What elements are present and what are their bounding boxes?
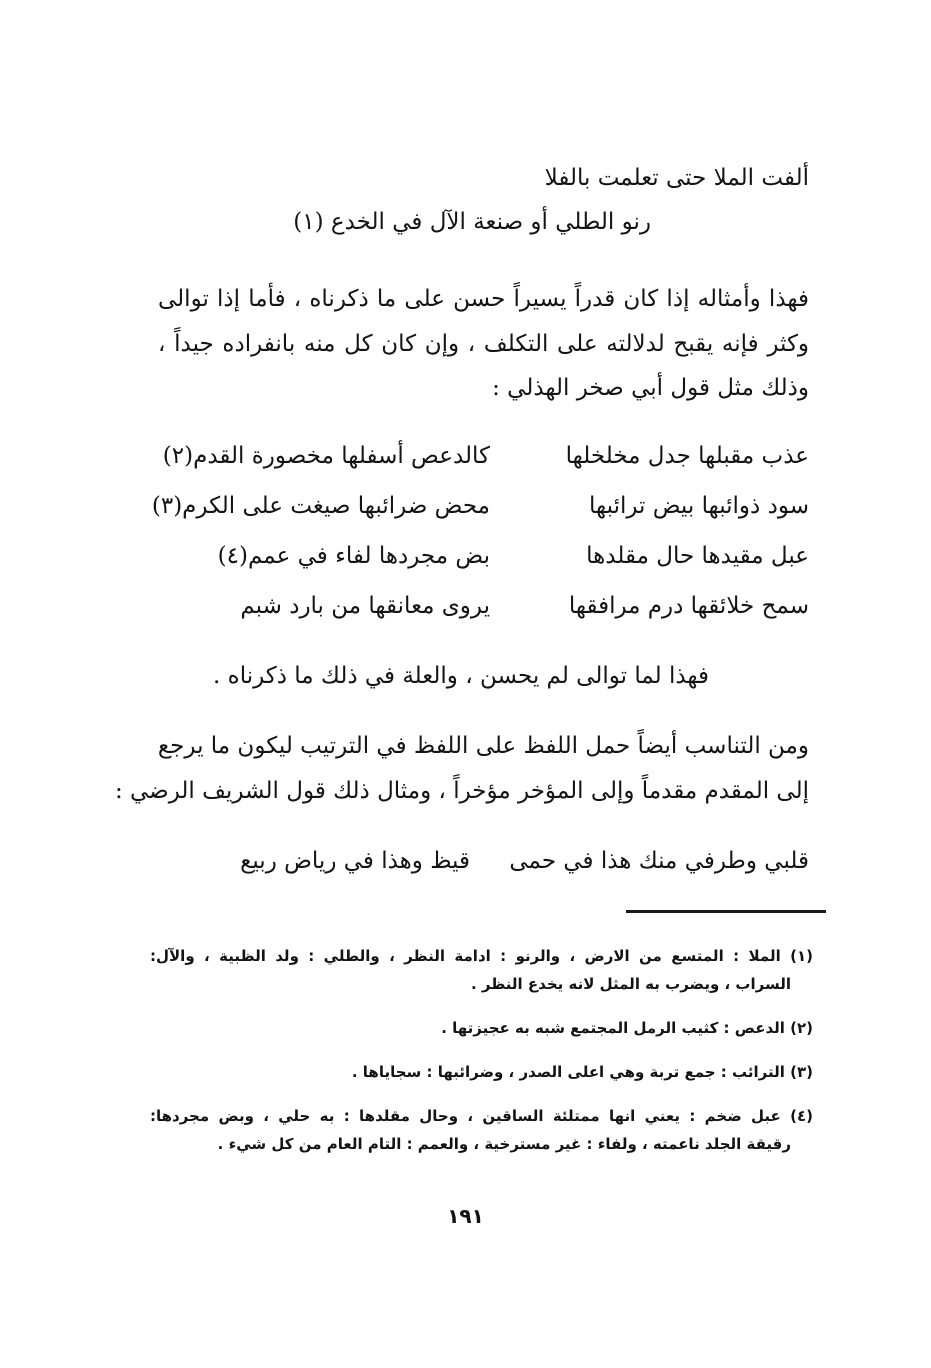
- poem-line1-right: عذب مقبلها جدل مخلخلها: [565, 443, 809, 469]
- verse1-line1: ألفت الملا حتى تعلمت بالفلا: [544, 165, 809, 191]
- poem-line2-left: محض ضرائبها صيغت على الكرم(٣): [151, 493, 490, 519]
- footnote-1-line1: (١) الملا : المتسع من الارض ، والرنو : ادامة النظر ، والطلي : ولد الظبية ، والآل:: [150, 947, 813, 965]
- paragraph1-line1: فهذا وأمثاله إذا كان قدراً يسيراً حسن على ما ذكرناه ، فأما إذا توالى: [158, 286, 809, 312]
- poem-line3-left: بض مجردها لفاء في عمم(٤): [217, 543, 490, 569]
- paragraph3-line1: ومن التناسب أيضاً حمل اللفظ على اللفظ في الترتيب ليكون ما يرجع: [157, 733, 809, 759]
- footnote-2: (٢) الدعص : كثيب الرمل المجتمع شبه به عجيزتها .: [441, 1019, 813, 1037]
- paragraph2: فهذا لما توالى لم يحسن ، والعلة في ذلك ما ذكرناه .: [213, 663, 709, 689]
- footnote-4-line2: رقيقة الجلد ناعمته ، ولفاء : غير مسترخية ، والعمم : التام العام من كل شيء .: [217, 1135, 791, 1153]
- poem-line1-left: كالدعص أسفلها مخصورة القدم(٢): [162, 443, 490, 469]
- poem-line4-left: يروى معانقها من بارد شبم: [240, 593, 490, 619]
- footnote-1-line2: السراب ، ويضرب به المثل لانه يخدع النظر .: [470, 975, 791, 993]
- poem-line3-right: عبل مقيدها حال مقلدها: [586, 543, 809, 569]
- verse1-line2: رنو الطلي أو صنعة الآل في الخدع (١): [293, 209, 651, 235]
- footnote-4-line1: (٤) عبل ضخم : يعني انها ممتلئة الساقين ، وحال مقلدها : به حلي ، وبض مجردها:: [150, 1107, 813, 1125]
- footnote-3: (٣) الترائب : جمع تربة وهي اعلى الصدر ، وضرائبها : سجاياها .: [351, 1063, 813, 1081]
- paragraph1-line2: وكثر فإنه يقبح لدلالته على التكلف ، وإن كان كل منه بانفراده جيداً ،: [158, 331, 810, 357]
- verse2-left: قيظ وهذا في رياض ربيع: [240, 848, 470, 874]
- poem-line2-right: سود ذوائبها بيض ترائبها: [589, 493, 809, 519]
- paragraph1-line3: وذلك مثل قول أبي صخر الهذلي :: [492, 375, 809, 401]
- paragraph3-line2: إلى المقدم مقدماً وإلى المؤخر مؤخراً ، ومثال ذلك قول الشريف الرضي :: [114, 778, 809, 804]
- page-number: ١٩١: [447, 1204, 484, 1228]
- verse2-right: قلبي وطرفي منك هذا في حمى: [509, 848, 809, 874]
- poem-line4-right: سمح خلائقها درم مرافقها: [568, 593, 809, 619]
- footnote-separator: [626, 910, 826, 913]
